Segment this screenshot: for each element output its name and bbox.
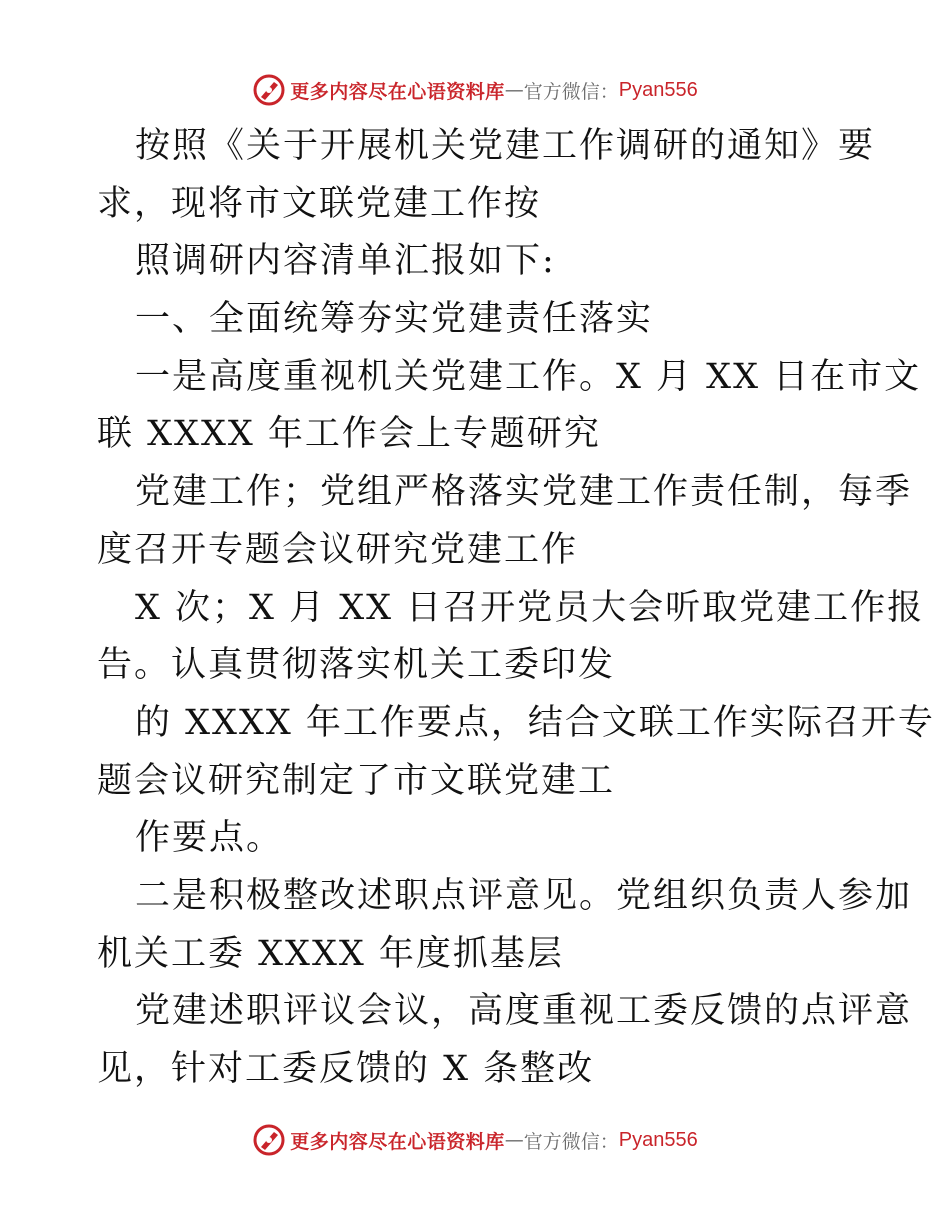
- paragraph-line: 机关工委 XXXX 年度抓基层: [97, 933, 564, 974]
- banner-wechat-label: 官方微信：: [523, 80, 619, 103]
- paragraph-line: 见，针对工委反馈的 X 条整改: [97, 1049, 595, 1089]
- section-heading: 一、全面统筹夯实党建责任落实: [135, 299, 654, 340]
- document-body: [97, 118, 935, 1099]
- paragraph-line: 照调研内容清单汇报如下:: [135, 241, 556, 282]
- paragraph-line: 告。认真贯彻落实机关工委印发: [97, 645, 616, 686]
- paragraph-line: 题会议研究制定了市文联党建工: [97, 760, 616, 801]
- paragraph-line: 二是积极整改述职点评意见。党组织负责人参加: [135, 875, 913, 916]
- footer-banner: [0, 1120, 950, 1160]
- pen-swirl-logo-icon: [252, 73, 286, 107]
- paragraph-line: 按照《关于开展机关党建工作调研的通知》要: [135, 126, 876, 166]
- paragraph-line: 的 XXXX 年工作要点，结合文联工作实际召开专: [135, 702, 935, 743]
- paragraph-line: 求，现将市文联党建工作按: [97, 183, 542, 224]
- paragraph-line: 作要点。: [135, 818, 284, 859]
- banner-dash: —: [504, 79, 524, 101]
- banner-text: 更多内容尽在心语资料库: [290, 1130, 505, 1153]
- banner-text: 更多内容尽在心语资料库: [290, 80, 505, 103]
- paragraph-line: 党建述职评议会议，高度重视工委反馈的点评意: [135, 991, 913, 1032]
- paragraph-line: 一是高度重视机关党建工作。X 月 XX 日在市文: [135, 356, 922, 397]
- banner-wechat-id: Pyan556: [618, 1128, 698, 1151]
- header-banner: [0, 70, 950, 110]
- pen-swirl-logo-icon: [252, 1123, 286, 1157]
- paragraph-line: 联 XXXX 年工作会上专题研究: [97, 414, 601, 455]
- paragraph-line: 度召开专题会议研究党建工作: [97, 529, 579, 570]
- paragraph-line: 党建工作；党组严格落实党建工作责任制，每季: [135, 472, 913, 513]
- banner-wechat-label: 官方微信：: [523, 1130, 619, 1153]
- banner-wechat-id: Pyan556: [618, 78, 698, 101]
- paragraph-line: X 次；X 月 XX 日召开党员大会听取党建工作报: [135, 587, 925, 628]
- banner-dash: —: [504, 1129, 524, 1151]
